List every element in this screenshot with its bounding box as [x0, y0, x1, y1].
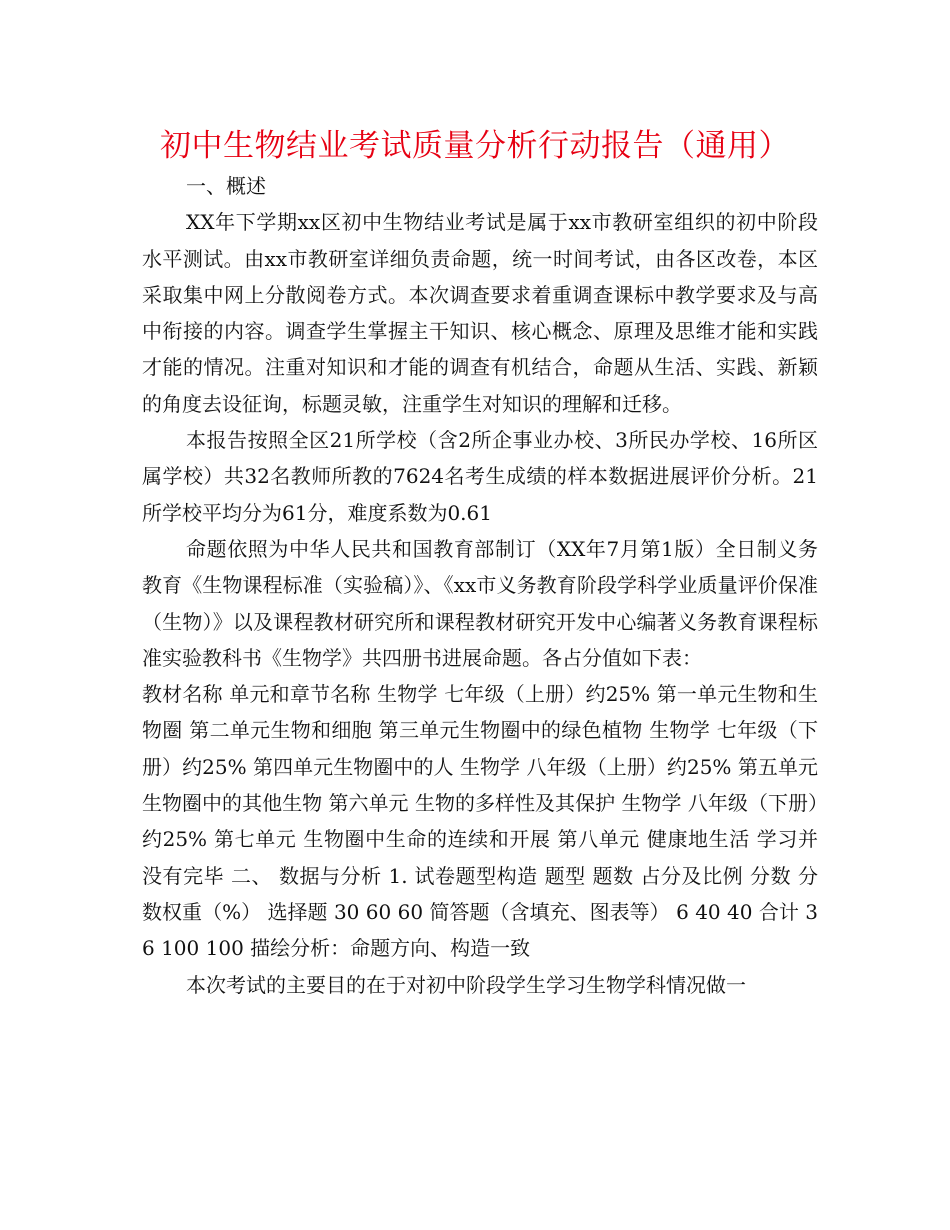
paragraph-exam-overview: XX年下学期xx区初中生物结业考试是属于xx市教研室组织的初中阶段水平测试。由xx市教研室详细负责命题，统一时间考试，由各区改卷，本区采取集中网上分散阅卷方式。本次调查要求着重调查课标中教学要求及与高中衔接的内容。调查学生掌握主干知识、核心概念、原理及思维才能和实践才能的情况。注重对知识和才能的调查有机结合，命题从生活、实践、新颖的角度去设征询，标题灵敏，注重学生对知识的理解和迁移。	[142, 210, 818, 416]
paragraph-sample-data: 本报告按照全区21所学校（含2所企事业办校、3所民办学校、16所区属学校）共32名教师所教的7624名考生成绩的样本数据进展评价分析。21所学校平均分为61分，难度系数为0.61	[142, 428, 818, 525]
section-heading-overview: 一、概述	[186, 174, 266, 198]
paragraph-table-flow-text: 教材名称 单元和章节名称 生物学 七年级（上册）约25% 第一单元生物和生物圈 第二单元生物和细胞 第三单元生物圈中的绿色植物 生物学 七年级（下册）约25% 第四单元生物圈中的人 生物学 八年级（上册）约25% 第五单元 生物圈中的其他生物 第六单元 生物的多样性及其保护 生物学 八年级（下册）约25% 第七单元 生物圈中生命的连续和开展 第八单元 健康地生活 学习并没有完毕 二、 数据与分析 1. 试卷题型构造 题型 题数 占分及比例 分数 分数权重（%） 选择题 30 60 60 简答题（含填充、图表等） 6 40 40 合计 36 100 100 描绘分析：命题方向、构造一致	[142, 682, 818, 961]
document-title: 初中生物结业考试质量分析行动报告（通用）	[160, 128, 790, 164]
paragraph-basis-of-questions: 命题依照为中华人民共和国教育部制订（XX年7月第1版）全日制义务教育《生物课程标准（实验稿）》、《xx市义务教育阶段学科学业质量评价保准（生物）》以及课程教材研究所和课程教材研究开发中心编著义务教育课程标准实验教科书《生物学》共四册书进展命题。各占分值如下表：	[142, 536, 818, 670]
document-body	[142, 168, 818, 1003]
paragraph-exam-purpose: 本次考试的主要目的在于对初中阶段学生学习生物学科情况做一	[186, 972, 746, 997]
